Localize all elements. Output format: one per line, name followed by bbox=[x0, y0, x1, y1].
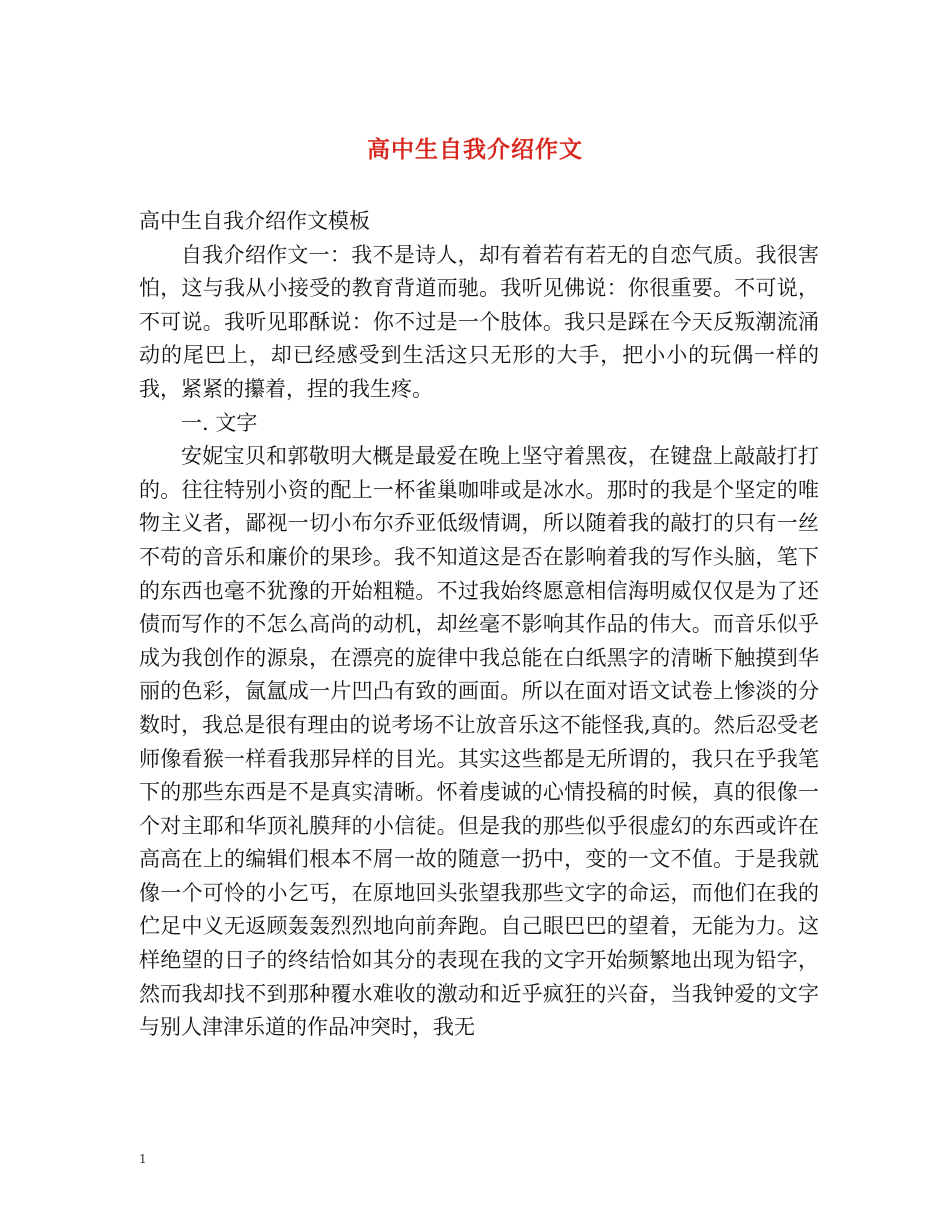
page-number: 1 bbox=[139, 1152, 147, 1166]
paragraph-text: 安妮宝贝和郭敬明大概是最爱在晚上坚守着黑夜，在键盘上敲敲打打的。往往特别小资的配上一杯雀巢咖啡或是冰水。那时的我是个坚定的唯物主义者，鄙视一切小布尔乔亚低级情调，所以随着我的敲打的只有一丝不苟的音乐和廉价的果珍。我不知道这是否在影响着我的写作头脑，笔下的东西也毫不犹豫的开始粗糙。不过我始终愿意相信海明威仅仅是为了还债而写作的不怎么高尚的动机，却丝毫不影响其作品的伟大。而音乐似乎成为我创作的源泉，在漂亮的旋律中我总能在白纸黑字的清晰下触摸到华丽的色彩，氤氲成一片凹凸有致的画面。所以在面对语文试卷上惨淡的分数时，我总是很有理由的说考场不让放音乐这不能怪我,真的。然后忍受老师像看猴一样看我那异样的目光。其实这些都是无所谓的，我只在乎我笔下的那些东西是不是真实清晰。怀着虔诚的心情投稿的时候，真的很像一个对主耶和华顶礼膜拜的小信徒。但是我的那些似乎很虚幻的东西或许在高高在上的编辑们根本不屑一故的随意一扔中，变的一文不值。于是我就像一个可怜的小乞丐，在原地回头张望我那些文字的命运，而他们在我的伫足中义无返顾轰轰烈烈地向前奔跑。自己眼巴巴的望着，无能为力。这样绝望的日子的终结恰如其分的表现在我的文字开始频繁地出现为铅字，然而我却找不到那种覆水难收的激动和近乎疯狂的兴奋，当我钟爱的文字与别人津津乐道的作品冲突时，我无 bbox=[139, 444, 819, 1040]
document-title: 高中生自我介绍作文 bbox=[367, 136, 583, 163]
section-heading: 一. 文字 bbox=[181, 410, 258, 435]
document-subtitle: 高中生自我介绍作文模板 bbox=[139, 209, 370, 233]
paragraph-intro: 自我介绍作文一：我不是诗人，却有着若有若无的自恋气质。我很害怕，这与我从小接受的教育背道而驰。我听见佛说：你很重要。不可说，不可说。我听见耶酥说：你不过是一个肢体。我只是踩在今天反叛潮流涌动的尾巴上，却已经感受到生活这只无形的大手，把小小的玩偶一样的我，紧紧的攥着，捏的我生疼。 bbox=[139, 242, 819, 401]
document-body bbox=[139, 205, 819, 1045]
